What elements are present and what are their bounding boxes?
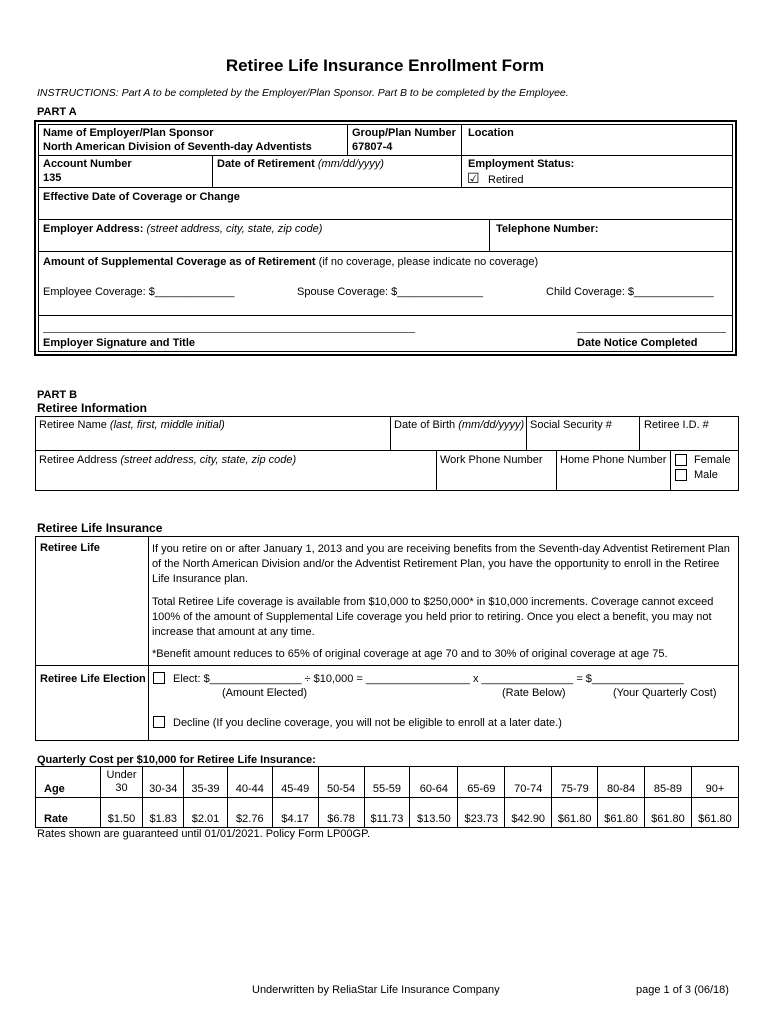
rate-cell: $23.73 (458, 798, 505, 828)
rate-cell: $2.01 (184, 798, 228, 828)
amount-elected-label: (Amount Elected) (222, 687, 307, 699)
rates-table (35, 766, 739, 828)
life-para-2: Total Retiree Life coverage is available from $10,000 to $250,000* in $10,000 increments. Coverage cannot exceed 100% of the amount of Supplemental Life coverage you held prior to retiring. Once you elect a benefit, you may not increase that amount at any time. (152, 596, 714, 638)
rate-cell: $13.50 (410, 798, 458, 828)
employer-label: Name of Employer/Plan Sponsor (43, 127, 214, 139)
effective-date-label: Effective Date of Coverage or Change (43, 191, 240, 203)
age-cell: 55-59 (364, 767, 410, 798)
elect-checkbox[interactable] (153, 672, 165, 684)
rate-cell: $61.80 (598, 798, 645, 828)
rate-below-label: (Rate Below) (502, 687, 566, 699)
life-para-1: If you retire on or after January 1, 2013 and you are receiving benefits from the Seventh-day Adventist Retirement Plan of the North American Division and/or the Adventist Retirement Plan, you have the opportunity to enroll in the Retiree Life Insurance plan. (152, 543, 730, 585)
employer-address-label (43, 223, 322, 236)
location-label: Location (468, 127, 514, 139)
part-b-heading: PART B (37, 389, 78, 401)
elect-field[interactable]: Elect: $_______________ ÷ $10,000 = _________________ x _______________ = $_______________ (173, 673, 684, 685)
supplemental-hint: (if no coverage, please indicate no coverage) (318, 256, 539, 268)
female-checkbox[interactable] (675, 454, 687, 466)
age-cell: 30-34 (143, 767, 184, 798)
decline-hint: (If you decline coverage, you will not be eligible to enroll at a later date.) (212, 717, 562, 729)
age-cell: 40-44 (227, 767, 272, 798)
life-heading: Retiree Life Insurance (37, 521, 163, 535)
rate-cell: $61.80 (645, 798, 692, 828)
rate-header (36, 798, 101, 828)
female-label: Female (694, 454, 731, 466)
supplemental-coverage-label (43, 256, 538, 269)
retirement-date-label (217, 158, 384, 171)
home-phone-field[interactable]: Home Phone Number (560, 454, 667, 466)
retiree-address-hint: (street address, city, state, zip code) (120, 454, 297, 466)
ssn-field[interactable]: Social Security # (530, 419, 612, 431)
age-cell: 50-54 (318, 767, 364, 798)
date-notice-label: Date Notice Completed (577, 337, 698, 349)
male-checkbox[interactable] (675, 469, 687, 481)
work-phone-field[interactable]: Work Phone Number (440, 454, 543, 466)
age-cell: 35-39 (184, 767, 228, 798)
employer-value: North American Division of Seventh-day Adventists (43, 141, 312, 153)
retirement-hint: (mm/dd/yyyy) (317, 158, 384, 170)
supplemental-label-text: Amount of Supplemental Coverage as of Retirement (43, 256, 316, 268)
retiree-address-field[interactable] (39, 454, 296, 467)
signature-label: Employer Signature and Title (43, 337, 195, 349)
child-coverage-field[interactable]: Child Coverage: $_____________ (546, 286, 714, 298)
dob-label: Date of Birth (394, 419, 456, 431)
account-label: Account Number (43, 158, 132, 170)
spouse-coverage-field[interactable]: Spouse Coverage: $______________ (297, 286, 483, 298)
form-title: Retiree Life Insurance Enrollment Form (225, 56, 545, 75)
age-cell: 60-64 (410, 767, 458, 798)
rate-cell: $42.90 (505, 798, 552, 828)
age-cell: Under 30 (100, 767, 143, 798)
dob-field[interactable] (394, 419, 524, 432)
underwritten-footer: Underwritten by ReliaStar Life Insurance Company (252, 984, 500, 996)
rate-cell: $6.78 (318, 798, 364, 828)
quarterly-cost-label: (Your Quarterly Cost) (613, 687, 717, 699)
age-cell: 70-74 (505, 767, 552, 798)
rate-cell: $4.17 (272, 798, 318, 828)
age-cell: 90+ (691, 767, 738, 798)
dob-hint: (mm/dd/yyyy) (458, 419, 525, 431)
retiree-name-hint: (last, first, middle initial) (109, 419, 225, 431)
rate-cell: $61.80 (691, 798, 738, 828)
retiree-address-label: Retiree Address (39, 454, 118, 466)
part-a-inner-box (38, 124, 733, 352)
part-a-heading: PART A (37, 106, 77, 118)
employer-address-hint: (street address, city, state, zip code) (146, 223, 323, 235)
group-value: 67807-4 (352, 141, 393, 153)
employer-address-text: Employer Address: (43, 223, 144, 235)
age-cell: 45-49 (272, 767, 318, 798)
telephone-label: Telephone Number: (496, 223, 599, 235)
election-label: Retiree Life Election (40, 673, 146, 685)
retired-label: Retired (488, 174, 524, 186)
decline-checkbox[interactable] (153, 716, 165, 728)
rates-heading: Quarterly Cost per $10,000 for Retiree Life Insurance: (37, 754, 316, 766)
employment-status-label: Employment Status: (468, 158, 575, 170)
signature-line[interactable] (43, 332, 415, 333)
rate-cell: $2.76 (227, 798, 272, 828)
rate-cell: $1.50 (100, 798, 143, 828)
age-cell: 85-89 (645, 767, 692, 798)
rate-cell: $1.83 (143, 798, 184, 828)
age-cell: 65-69 (458, 767, 505, 798)
age-label: Age (44, 783, 65, 795)
retiree-name-field[interactable] (39, 419, 225, 432)
rate-label: Rate (44, 813, 68, 825)
age-header (36, 767, 101, 798)
retiree-life-label: Retiree Life (40, 542, 100, 554)
age-cell: 75-79 (552, 767, 598, 798)
life-para-3: *Benefit amount reduces to 65% of original coverage at age 70 and to 30% of original coverage at age 75. (152, 648, 668, 660)
retiree-name-label: Retiree Name (39, 419, 107, 431)
date-notice-line[interactable] (577, 332, 726, 333)
retiree-id-field[interactable]: Retiree I.D. # (644, 419, 709, 431)
decline-field (173, 717, 562, 730)
employee-coverage-field[interactable]: Employee Coverage: $_____________ (43, 286, 235, 298)
male-label: Male (694, 469, 718, 481)
retiree-info-heading: Retiree Information (37, 401, 148, 415)
page-number: page 1 of 3 (06/18) (636, 984, 729, 996)
account-value: 135 (43, 172, 62, 184)
rates-note: Rates shown are guaranteed until 01/01/2021. Policy Form LP00GP. (37, 828, 371, 840)
age-cell: 80-84 (598, 767, 645, 798)
rate-cell: $11.73 (364, 798, 410, 828)
rate-cell: $61.80 (552, 798, 598, 828)
retirement-label-text: Date of Retirement (217, 158, 315, 170)
group-label: Group/Plan Number (352, 127, 456, 139)
instructions: INSTRUCTIONS: Part A to be completed by the Employer/Plan Sponsor. Part B to be completed by the Employee. (37, 87, 569, 99)
decline-label: Decline (173, 717, 210, 729)
retired-checkbox[interactable]: ☑ (467, 170, 480, 186)
